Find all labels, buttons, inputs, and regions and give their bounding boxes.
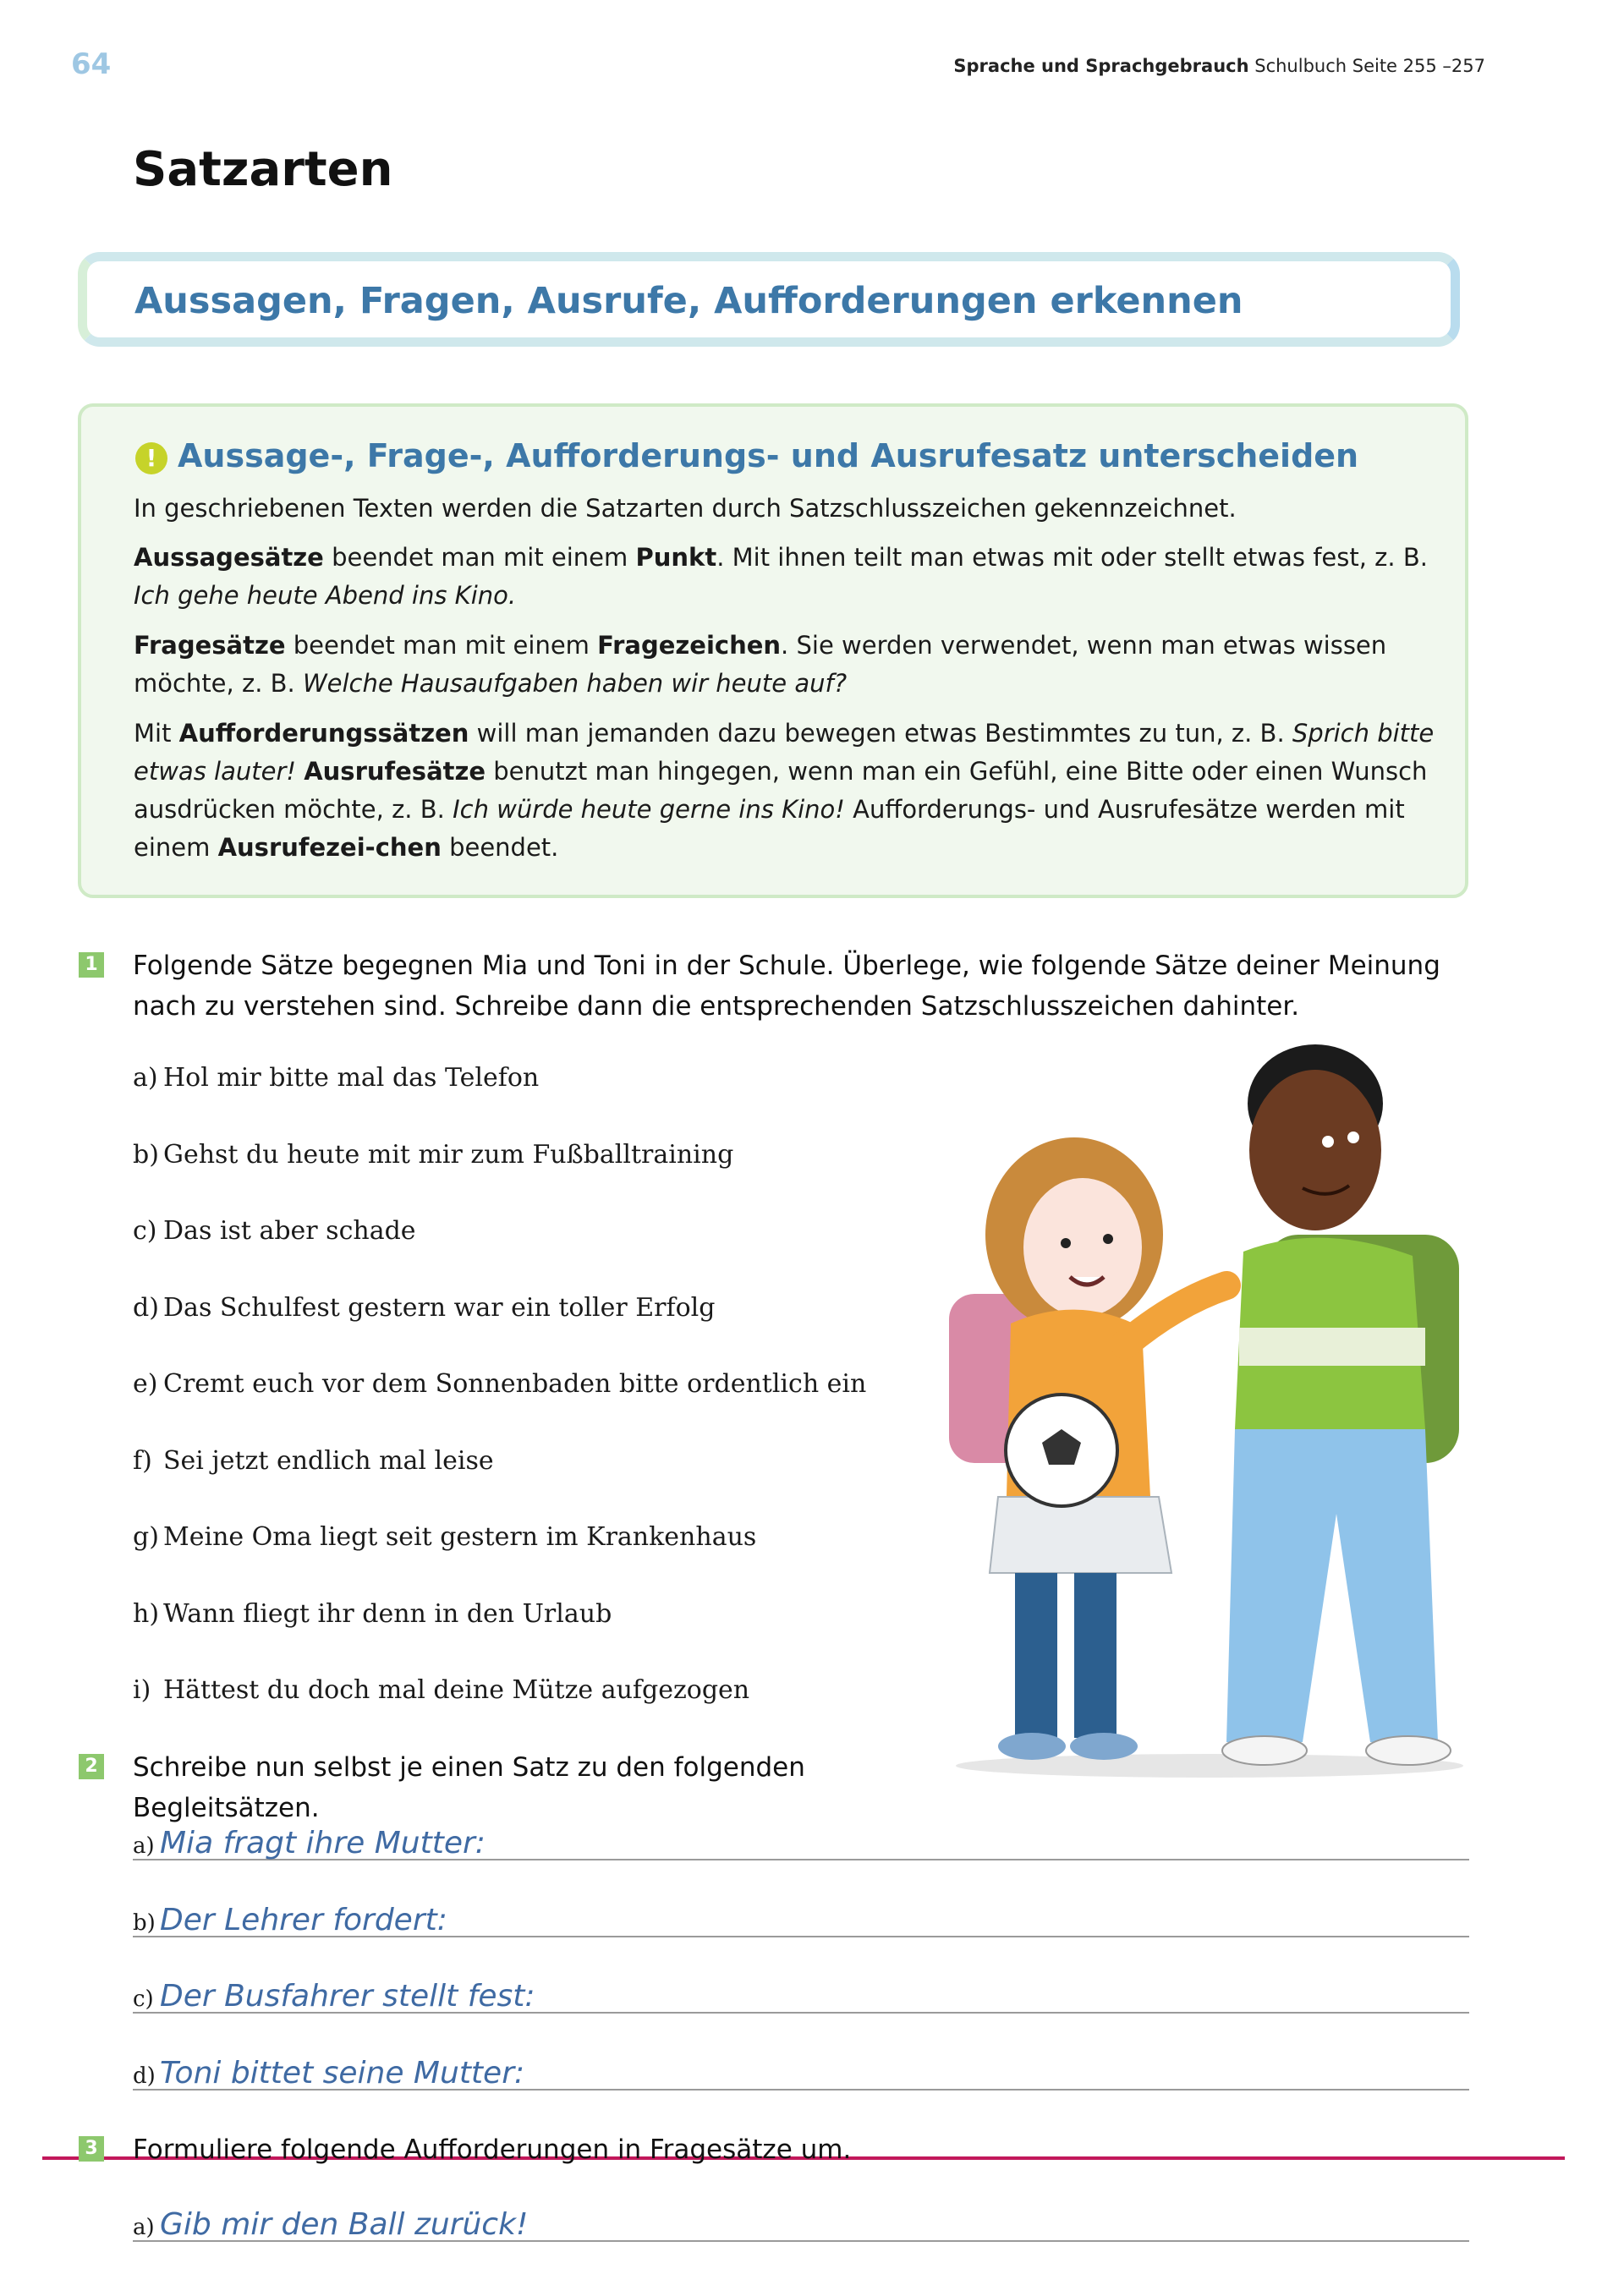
task-number-2: 2 [79, 1754, 104, 1779]
info-paragraph-aufforderung: Mit Aufforderungssätzen will man jemanden dazu bewegen etwas Bestimmtes zu tun, z. B. Sprich bitte etwas lauter! Ausrufesätze benutzt man hingegen, wenn man ein Gefühl, eine Bitte oder einen Wunsch ausdrücken möchte, z. B. Ich würde heute gerne ins Kino! Aufforderungs- und Ausrufesätze werden mit einem Ausrufezei-chen beendet. [134, 719, 1435, 862]
section-banner-title: Aussagen, Fragen, Ausrufe, Aufforderungen erkennen [134, 280, 1243, 322]
girl-face [1023, 1178, 1142, 1317]
answer-line-label: c) [133, 1986, 154, 2012]
item-sentence: Hol mir bitte mal das Telefon [163, 1063, 540, 1093]
info-paragraph-frage: Fragesätze beendet man mit einem Fragezeichen. Sie werden verwendet, wenn man etwas wissen möchte, z. B. Welche Hausaufgaben haben wir heute auf? [134, 631, 1387, 698]
girl-figure [949, 1137, 1226, 1760]
item-label: d) [133, 1292, 159, 1323]
info-intro: In geschriebenen Texten werden die Satzarten durch Satzschlusszeichen gekennzeichnet. [134, 494, 1237, 523]
running-header-ref: Schulbuch Seite 255 –257 [1254, 56, 1485, 76]
task-number-3: 3 [79, 2136, 104, 2162]
item-sentence: Das Schulfest gestern war ein toller Erfolg [163, 1292, 716, 1323]
task-1-item [133, 1063, 539, 1093]
item-sentence: Das ist aber schade [163, 1216, 416, 1246]
task-1-item [133, 1522, 756, 1552]
task-1-item [133, 1293, 715, 1323]
term-ausrufezeichen: Ausrufezei-chen [217, 833, 442, 862]
term-aufforderungssaetze: Aufforderungssätzen [178, 719, 469, 748]
task-1-item [133, 1140, 733, 1170]
answer-line-label: a) [133, 2215, 155, 2240]
info-paragraph-aussage: Aussagesätze beendet man mit einem Punkt. Mit ihnen teilt man etwas mit oder stellt etwas fest, z. B. Ich gehe heute Abend ins Kino. [134, 543, 1428, 610]
item-label: g) [133, 1522, 159, 1552]
item-sentence: Cremt euch vor dem Sonnenbaden bitte ordentlich ein [163, 1369, 867, 1399]
item-sentence: Sei jetzt endlich mal leise [163, 1445, 494, 1476]
term-punkt: Punkt [635, 543, 717, 572]
term-aussagesaetze: Aussagesätze [134, 543, 324, 572]
task-1-item [133, 1599, 612, 1629]
answer-line-prompt: Der Busfahrer stellt fest: [160, 1979, 535, 2014]
example-frage: Welche Hausaufgaben haben wir heute auf? [302, 669, 848, 698]
children-illustration [930, 1023, 1472, 1801]
answer-line[interactable] [133, 2038, 1469, 2091]
task-2-instruction: Schreibe nun selbst je einen Satz zu den folgenden Begleitsätzen. [133, 1752, 805, 1823]
item-sentence: Gehst du heute mit mir zum Fußballtraining [163, 1139, 734, 1170]
item-sentence: Hättest du doch mal deine Mütze aufgezogen [163, 1675, 750, 1705]
term-ausrufesaetze: Ausrufesätze [304, 757, 486, 786]
page-title: Satzarten [133, 142, 393, 197]
exclamation-icon: ! [135, 442, 167, 474]
answer-line-label: a) [133, 1833, 155, 1859]
answer-line[interactable] [133, 1961, 1469, 2014]
example-aussage: Ich gehe heute Abend ins Kino. [134, 581, 517, 610]
term-fragezeichen: Fragezeichen [597, 631, 782, 660]
item-sentence: Meine Oma liegt seit gestern im Krankenhaus [163, 1522, 757, 1552]
info-heading: Aussage-, Frage-, Aufforderungs- und Ausrufesatz unterscheiden [178, 437, 1359, 474]
section-banner [78, 252, 1460, 347]
info-box [78, 403, 1468, 898]
girl-skirt [990, 1497, 1171, 1573]
answer-line-label: b) [133, 1910, 156, 1936]
task-1-item [133, 1446, 494, 1476]
item-label: i) [133, 1675, 151, 1705]
example-aufforderung: Sprich bitte etwas lauter! [134, 719, 1435, 786]
running-header-section: Sprache und Sprachgebrauch [953, 56, 1249, 76]
answer-line-prompt: Mia fragt ihre Mutter: [160, 1826, 486, 1860]
task-3-instruction: Formuliere folgende Aufforderungen in Fragesätze um. [133, 2134, 852, 2165]
boy-face [1249, 1070, 1381, 1230]
task-1-item [133, 1369, 866, 1399]
answer-line-label: d) [133, 2063, 156, 2089]
answer-line[interactable] [133, 2189, 1469, 2242]
task-1-item [133, 1216, 416, 1246]
task-number-1: 1 [79, 952, 104, 978]
task-1-item [133, 1675, 749, 1705]
running-header [953, 56, 1485, 76]
boy-trousers [1226, 1429, 1438, 1742]
item-label: h) [133, 1598, 160, 1629]
example-ausruf: Ich würde heute gerne ins Kino! [453, 795, 845, 824]
answer-line-prompt: Gib mir den Ball zurück! [160, 2207, 529, 2242]
item-label: f) [133, 1445, 152, 1476]
item-label: b) [133, 1139, 159, 1170]
answer-line[interactable] [133, 1808, 1469, 1860]
item-sentence: Wann fliegt ihr denn in den Urlaub [163, 1598, 612, 1629]
answer-line-prompt: Toni bittet seine Mutter: [160, 2055, 525, 2091]
answer-line[interactable] [133, 1885, 1469, 1937]
task-1-instruction: Folgende Sätze begegnen Mia und Toni in der Schule. Überlege, wie folgende Sätze deiner Meinung nach zu verstehen sind. Schreibe dann die entsprechenden Satzschlusszeichen dahinter. [133, 951, 1440, 1022]
item-label: a) [133, 1063, 158, 1093]
item-label: c) [133, 1216, 157, 1246]
boy-figure [1222, 1044, 1459, 1765]
page-number: 64 [71, 47, 112, 81]
item-label: e) [133, 1369, 158, 1399]
answer-line-prompt: Der Lehrer fordert: [160, 1902, 447, 1937]
term-fragesaetze: Fragesätze [134, 631, 286, 660]
